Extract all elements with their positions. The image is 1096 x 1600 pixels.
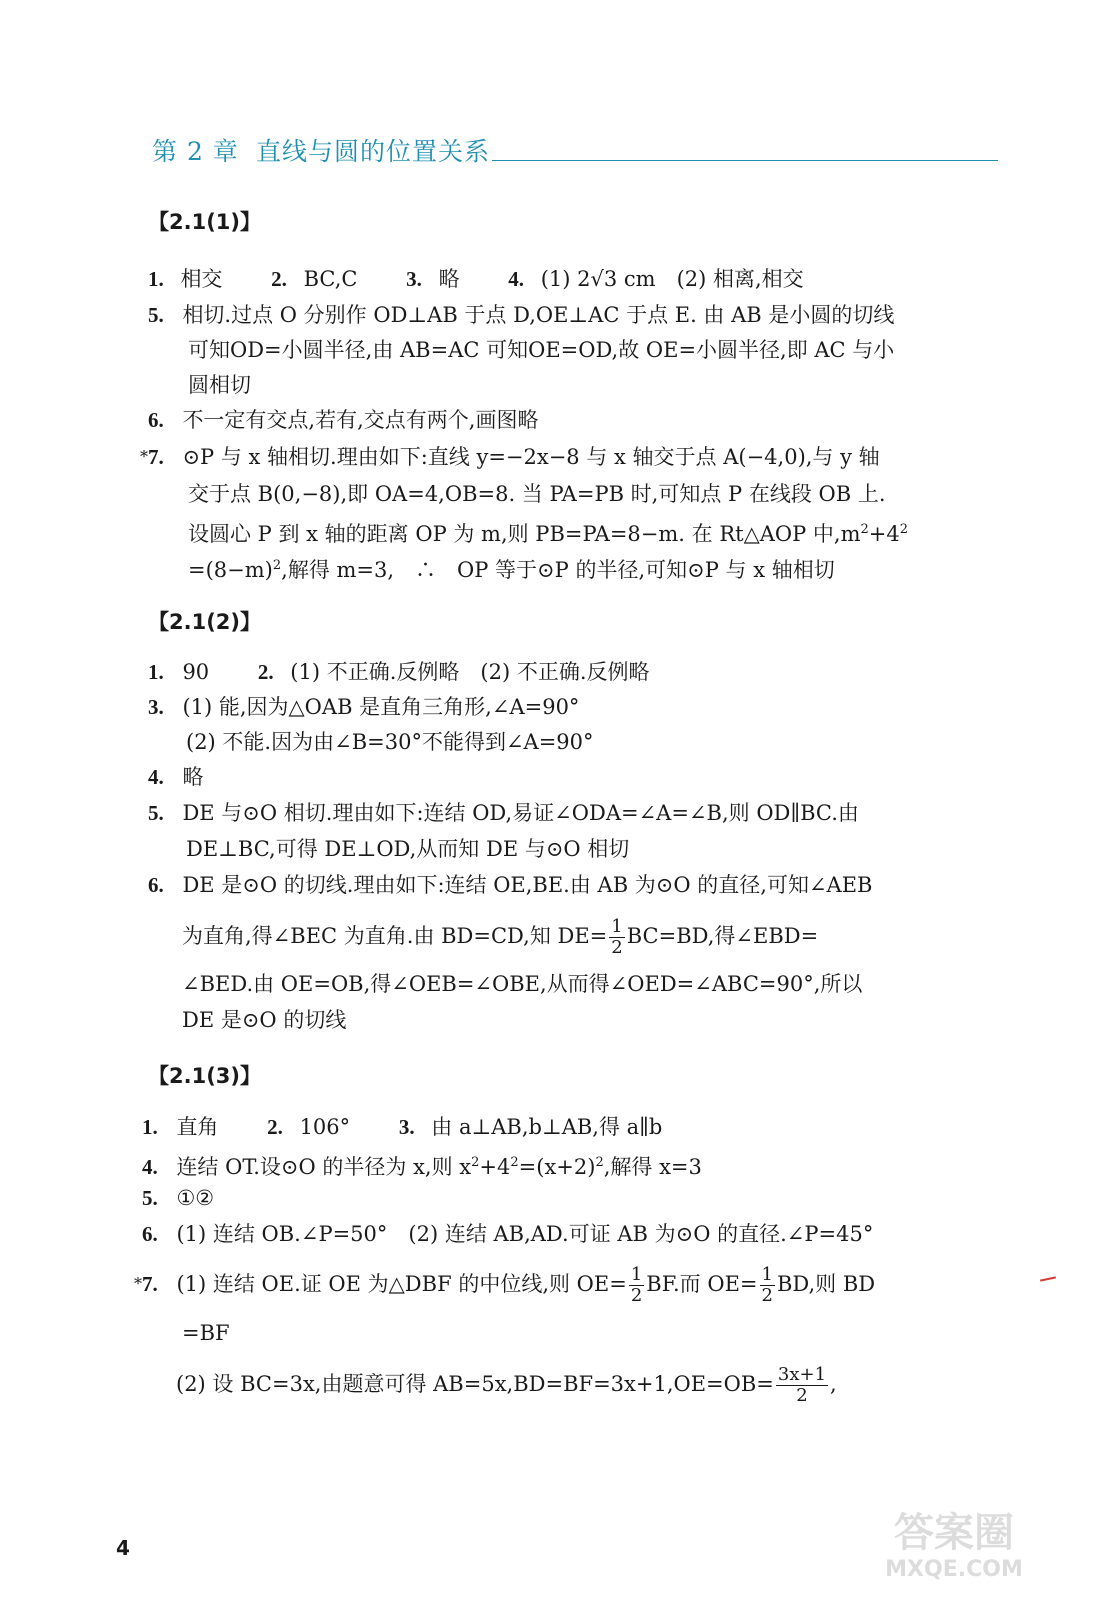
item-number: 5. bbox=[142, 1186, 158, 1210]
item-number: 7. bbox=[148, 445, 164, 469]
item-number: 2. bbox=[257, 660, 274, 684]
exponent: 2 bbox=[272, 558, 282, 573]
exponent: 2 bbox=[899, 522, 909, 537]
exponent: 2 bbox=[471, 1155, 480, 1170]
answer-line: 圆相切 bbox=[188, 373, 251, 397]
fraction-numerator: 1 bbox=[630, 1264, 643, 1285]
fraction bbox=[629, 1265, 644, 1306]
item-number: 6. bbox=[148, 408, 164, 432]
answer-text: (1) 连结 OB.∠P=50° (2) 连结 AB,AD.可证 AB 为⊙O 的直径.∠P=45° bbox=[176, 1222, 874, 1246]
fraction-numerator: 1 bbox=[761, 1264, 773, 1285]
item-number: 5. bbox=[148, 303, 164, 327]
section-heading-2-1-3: 【2.1(3)】 bbox=[148, 1064, 262, 1088]
answer-line: 可知OD=小圆半径,由 AB=AC 可知OE=OD,故 OE=小圆半径,即 AC 与小 bbox=[188, 338, 895, 362]
answer-text: BC,C bbox=[303, 267, 358, 291]
section-heading-2-1-1: 【2.1(1)】 bbox=[148, 210, 262, 234]
answer-text: +4 bbox=[868, 522, 900, 546]
answer-text: 略 bbox=[182, 765, 204, 789]
answer-line bbox=[142, 1185, 214, 1211]
answer-text: 相交 bbox=[180, 267, 223, 291]
answer-line bbox=[140, 444, 880, 470]
item-number: 4. bbox=[508, 267, 525, 291]
answer-text: (2) 设 BC=3x,由题意可得 AB=5x,BD=BF=3x+1,OE=OB= bbox=[176, 1372, 774, 1396]
exponent: 2 bbox=[860, 522, 869, 537]
watermark-text: 答案圈 bbox=[894, 1510, 1014, 1556]
answer-line bbox=[182, 914, 818, 958]
chapter-header bbox=[152, 132, 998, 168]
chapter-number: 第 2 章 bbox=[152, 137, 239, 166]
answer-line bbox=[148, 407, 538, 433]
exponent: 2 bbox=[510, 1155, 519, 1170]
answer-text: 90 bbox=[182, 660, 210, 684]
item-number: 1. bbox=[148, 660, 164, 684]
fraction bbox=[609, 917, 624, 958]
fraction-denominator: 2 bbox=[630, 1285, 643, 1306]
answer-line bbox=[176, 1362, 837, 1406]
answer-line: DE⊥BC,可得 DE⊥OD,从而知 DE 与⊙O 相切 bbox=[186, 837, 630, 861]
answer-text: 设圆心 P 到 x 轴的距离 OP 为 m,则 PB=PA=8−m. 在 Rt△AOP 中,m bbox=[188, 522, 861, 546]
answer-text: 连结 OT.设⊙O 的半径为 x,则 x bbox=[176, 1155, 472, 1179]
fraction-denominator: 2 bbox=[796, 1385, 808, 1406]
answer-text: ,解得 m=3, ∴ OP 等于⊙P 的半径,可知⊙P 与 x 轴相切 bbox=[281, 558, 835, 582]
answer-text: BF.而 OE= bbox=[646, 1272, 758, 1296]
answer-line: (2) 不能.因为由∠B=30°不能得到∠A=90° bbox=[186, 730, 594, 754]
answer-line bbox=[148, 872, 872, 898]
answer-line: DE 是⊙O 的切线 bbox=[182, 1008, 347, 1032]
red-pen-mark bbox=[1040, 1276, 1056, 1281]
answer-text: (1) 能,因为△OAB 是直角三角形,∠A=90° bbox=[182, 695, 580, 719]
item-number: 5. bbox=[148, 801, 164, 825]
answer-line bbox=[188, 553, 835, 583]
item-number: 1. bbox=[148, 267, 164, 291]
answer-line bbox=[148, 764, 203, 790]
item-number: 3. bbox=[148, 695, 164, 719]
watermark-url: MXQE.COM bbox=[885, 1557, 1023, 1582]
answer-line bbox=[148, 694, 579, 720]
item-number: 4. bbox=[148, 765, 164, 789]
fraction-denominator: 2 bbox=[611, 937, 623, 958]
answer-line bbox=[142, 1150, 702, 1180]
answer-line bbox=[148, 302, 894, 328]
answer-text: (1) 不正确.反例略 (2) 不正确.反例略 bbox=[290, 660, 650, 684]
answer-line: =BF bbox=[182, 1321, 230, 1345]
answer-text: ①② bbox=[176, 1186, 215, 1210]
star-mark: * bbox=[134, 1274, 142, 1293]
answer-text: (1) 2√3 cm (2) 相离,相交 bbox=[540, 267, 804, 291]
answer-line bbox=[188, 517, 908, 547]
page-number: 4 bbox=[116, 1536, 130, 1560]
answer-line bbox=[134, 1262, 875, 1306]
answer-text: , bbox=[830, 1372, 837, 1396]
item-number: 6. bbox=[148, 873, 164, 897]
answer-text: ⊙P 与 x 轴相切.理由如下:直线 y=−2x−8 与 x 轴交于点 A(−4,0),与 y 轴 bbox=[182, 445, 880, 469]
fraction bbox=[776, 1365, 828, 1406]
fraction-numerator: 3x+1 bbox=[777, 1364, 827, 1385]
fraction-denominator: 2 bbox=[761, 1285, 773, 1306]
answer-text: 略 bbox=[438, 267, 460, 291]
answer-line: ∠BED.由 OE=OB,得∠OEB=∠OBE,从而得∠OED=∠ABC=90°,所以 bbox=[182, 972, 863, 996]
item-number: 1. bbox=[142, 1115, 158, 1139]
item-number: 3. bbox=[398, 1115, 415, 1139]
fraction bbox=[760, 1265, 775, 1306]
fraction-numerator: 1 bbox=[611, 916, 623, 937]
star-mark: * bbox=[140, 447, 148, 466]
chapter-title: 直线与圆的位置关系 bbox=[256, 137, 491, 166]
answer-text: =(8−m) bbox=[188, 558, 273, 582]
item-number: 3. bbox=[406, 267, 422, 291]
answer-text: 相切.过点 O 分别作 OD⊥AB 于点 D,OE⊥AC 于点 E. 由 AB 是小圆的切线 bbox=[182, 303, 895, 327]
answer-text: =(x+2) bbox=[518, 1155, 596, 1179]
answer-text: 不一定有交点,若有,交点有两个,画图略 bbox=[182, 408, 539, 432]
item-number: 2. bbox=[267, 1115, 283, 1139]
item-number: 2. bbox=[271, 267, 287, 291]
answer-text: BD,则 BD bbox=[776, 1272, 876, 1296]
item-number: 6. bbox=[142, 1222, 158, 1246]
answer-text: 由 a⊥AB,b⊥AB,得 a∥b bbox=[431, 1115, 663, 1139]
answer-text: 直角 bbox=[176, 1115, 219, 1139]
answer-text: DE 与⊙O 相切.理由如下:连结 OD,易证∠ODA=∠A=∠B,则 OD∥BC.由 bbox=[182, 801, 859, 825]
answer-text: +4 bbox=[479, 1155, 511, 1179]
answer-text: 106° bbox=[299, 1115, 351, 1139]
section-heading-2-1-2: 【2.1(2)】 bbox=[148, 610, 262, 634]
answer-line bbox=[148, 266, 804, 292]
answer-line bbox=[148, 659, 650, 685]
exponent: 2 bbox=[595, 1155, 604, 1170]
answer-text: ,解得 x=3 bbox=[603, 1155, 702, 1179]
answer-line bbox=[148, 800, 859, 826]
answer-text: DE 是⊙O 的切线.理由如下:连结 OE,BE.由 AB 为⊙O 的直径,可知∠AEB bbox=[182, 873, 873, 897]
answer-text: BC=BD,得∠EBD= bbox=[626, 924, 819, 948]
answer-text: 为直角,得∠BEC 为直角.由 BD=CD,知 DE= bbox=[182, 924, 608, 948]
watermark-logo bbox=[864, 1510, 1044, 1590]
chapter-rule bbox=[492, 160, 998, 161]
answer-line bbox=[142, 1221, 873, 1247]
answer-line: 交于点 B(0,−8),即 OA=4,OB=8. 当 PA=PB 时,可知点 P 在线段 OB 上. bbox=[188, 482, 886, 506]
answer-line bbox=[142, 1114, 662, 1140]
item-number: 7. bbox=[142, 1272, 158, 1296]
item-number: 4. bbox=[142, 1155, 158, 1179]
answer-text: (1) 连结 OE.证 OE 为△DBF 的中位线,则 OE= bbox=[176, 1272, 627, 1296]
